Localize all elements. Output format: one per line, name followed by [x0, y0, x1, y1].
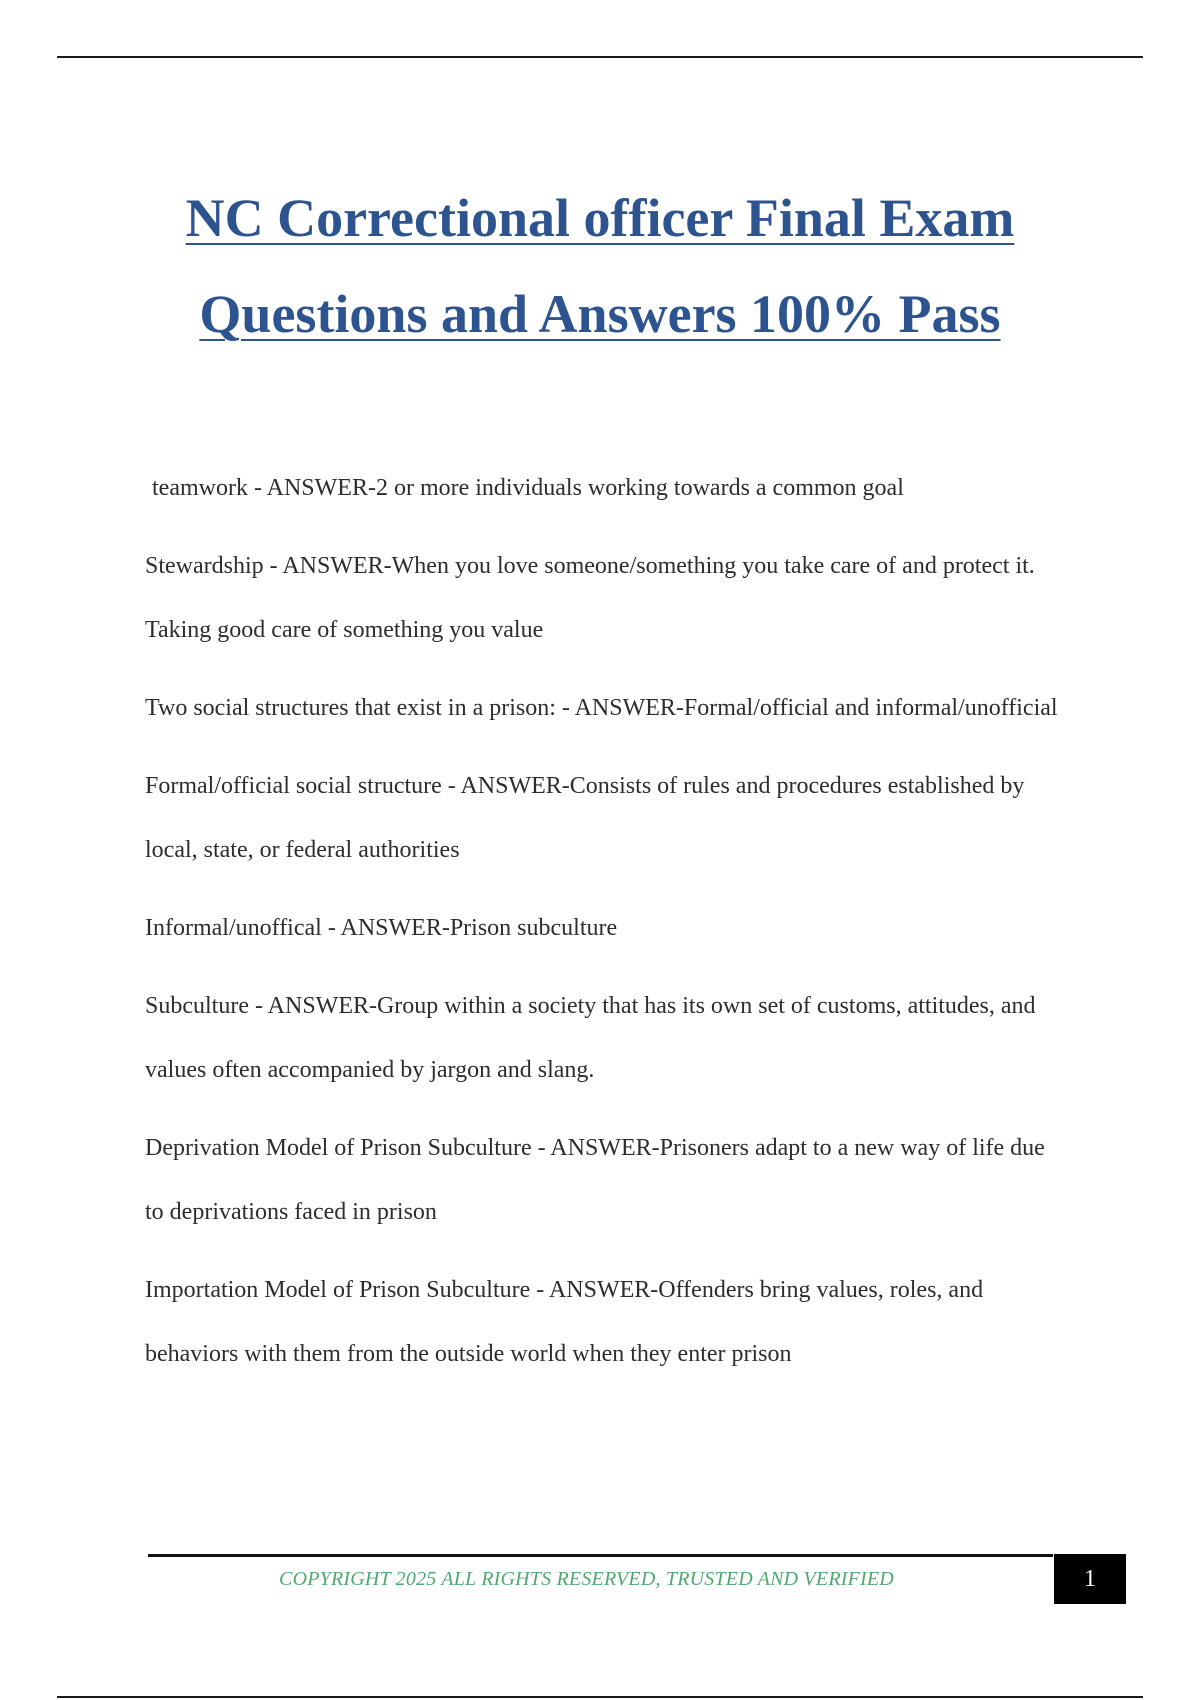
footer-copyright: COPYRIGHT 2025 ALL RIGHTS RESERVED, TRUSTED AND VERIFIED — [279, 1568, 894, 1590]
qa-list — [145, 456, 1065, 1400]
qa-item: Deprivation Model of Prison Subculture - ANSWER-Prisoners adapt to a new way of life due to deprivations faced in prison — [145, 1135, 1045, 1225]
qa-item: Stewardship - ANSWER-When you love someone/something you take care of and protect it. Taking good care of something you value — [145, 553, 1035, 643]
qa-item: Subculture - ANSWER-Group within a society that has its own set of customs, attitudes, and values often accompanied by jargon and slang. — [145, 993, 1036, 1083]
title-line-1 — [0, 170, 1200, 266]
title-line-2-text: Questions and Answers 100% Pass — [199, 284, 1001, 344]
qa-item: Two social structures that exist in a prison: - ANSWER-Formal/official and informal/unofficial — [145, 695, 1058, 721]
page-number-badge: 1 — [1054, 1554, 1126, 1604]
qa-item: Informal/unoffical - ANSWER-Prison subculture — [145, 915, 618, 941]
qa-item: teamwork - ANSWER-2 or more individuals working towards a common goal — [152, 475, 904, 501]
qa-item: Importation Model of Prison Subculture - ANSWER-Offenders bring values, roles, and behaviors with them from the outside world when they enter prison — [145, 1277, 984, 1367]
page-bottom-rule — [57, 1696, 1143, 1698]
qa-item: Formal/official social structure - ANSWER-Consists of rules and procedures established by local, state, or federal authorities — [145, 773, 1025, 863]
footer-rule — [148, 1554, 1053, 1557]
title-line-2 — [0, 266, 1200, 362]
document-title — [0, 170, 1200, 362]
header-rule — [57, 56, 1143, 58]
title-line-1-text: NC Correctional officer Final Exam — [185, 188, 1015, 248]
